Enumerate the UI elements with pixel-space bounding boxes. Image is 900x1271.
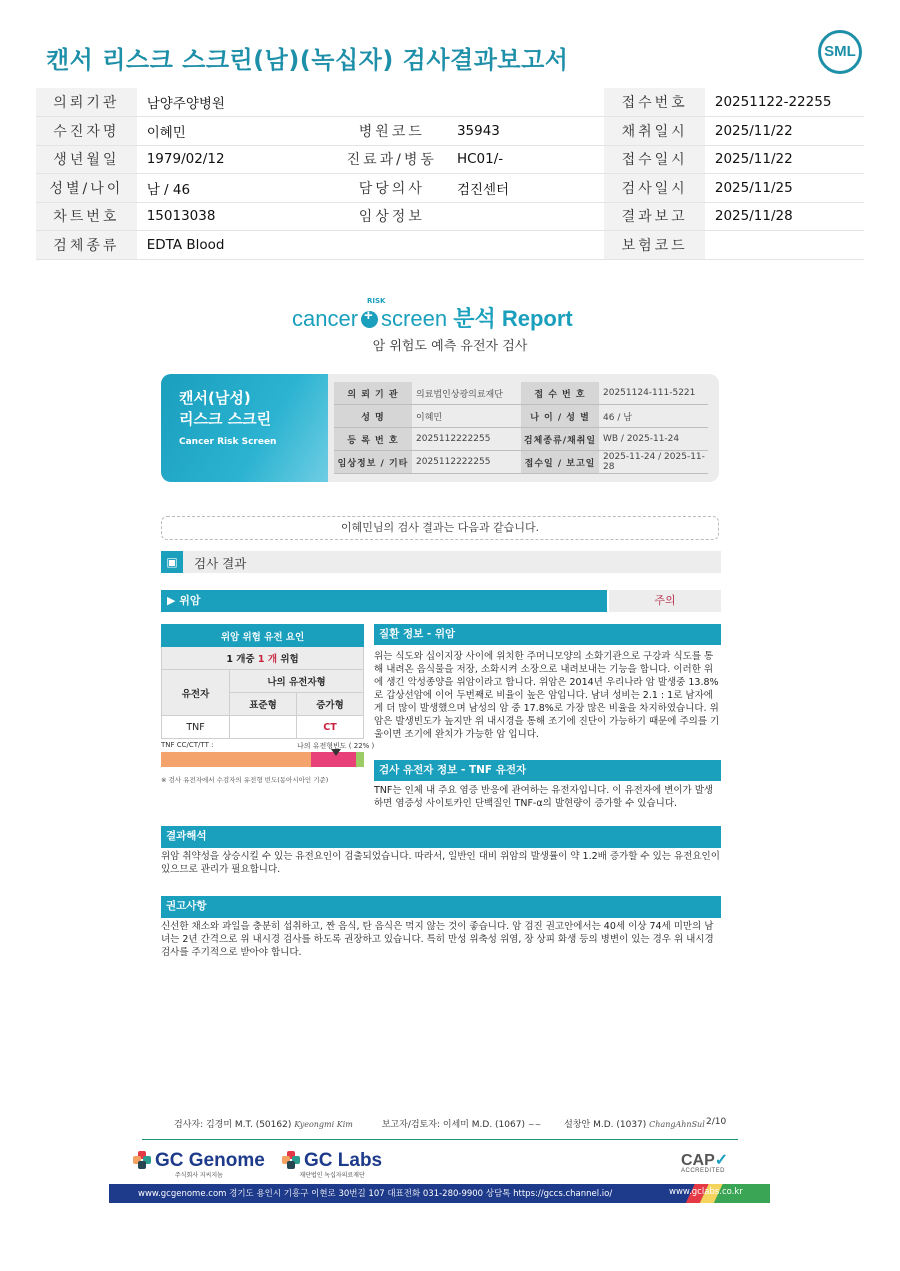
patient-info-table xyxy=(36,88,864,260)
cancer-screen-logo: cancer+ screen 분석 Report xyxy=(292,302,573,333)
interpretation-panel xyxy=(161,826,721,876)
increased-value: CT xyxy=(297,716,364,739)
info-label: 임상정보 xyxy=(337,202,447,231)
interpretation-title: 결과해석 xyxy=(161,826,721,848)
plus-icon xyxy=(361,311,378,328)
freq-my-label: 나의 유전형빈도 ( 22% ) xyxy=(297,742,375,750)
disease-info-title: 질환 정보 - 위암 xyxy=(374,624,721,645)
info-value: 1979/02/12 xyxy=(137,145,337,174)
freq-segment xyxy=(356,752,364,767)
card-row xyxy=(334,428,708,451)
freq-note: ※ 검사 유전자에서 수검자의 유전형 빈도(동아시아인 기준) xyxy=(161,776,329,784)
interpretation-text: 위암 취약성을 상승시킬 수 있는 유전요인이 검출되었습니다. 따라서, 일반인 대비 위암의 발생률이 약 1.2배 증가할 수 있는 유전요인이 있으므로 관리가 필요합니다. xyxy=(161,851,720,875)
col-increased: 증가형 xyxy=(297,693,364,716)
card-value: 2025112222255 xyxy=(416,434,491,444)
card-row xyxy=(334,405,708,428)
disease-info-panel xyxy=(374,624,721,741)
freq-segment xyxy=(161,752,311,767)
gene-count: 1 개중 1 개 위험 xyxy=(162,647,364,670)
info-label: 의뢰기관 xyxy=(36,88,137,117)
info-row xyxy=(36,117,864,146)
report-title: 캔서 리스크 스크린(남)(녹십자) 검사결과보고서 xyxy=(46,46,569,74)
info-label: 결과보고 xyxy=(604,202,704,231)
gc-genome-logo: GC Genome 주식회사 지씨지놈 xyxy=(133,1150,265,1179)
my-genotype-marker xyxy=(331,749,341,756)
info-label: 검사일시 xyxy=(604,174,704,203)
info-value: 2025/11/28 xyxy=(705,202,864,231)
info-value: 이혜민 xyxy=(137,117,337,146)
info-label xyxy=(337,88,447,117)
reporter-signature: ~~ xyxy=(527,1120,542,1129)
brand-subtitle: 암 위험도 예측 유전자 검사 xyxy=(372,339,528,354)
info-value: 2025/11/22 xyxy=(705,145,864,174)
recommendation-text: 신선한 채소와 과일을 충분히 섭취하고, 짠 음식, 탄 음식은 먹지 않는 것이 좋습니다. 암 검진 권고안에서는 40세 이상 74세 미만의 남녀는 2년 간격으로 위 내시경 검사를 하도록 권장하고 있습니다. 특히 만성 위축성 위염, 장 상피 화생 등의 병변이 있는 경우 위 내시경 검사를 주기적으로 받아야 합니다. xyxy=(161,921,714,958)
info-label: 담당의사 xyxy=(337,174,447,203)
status-badge: 주의 xyxy=(609,590,721,612)
gene-info-title: 검사 유전자 정보 - TNF 유전자 xyxy=(374,760,721,781)
info-row xyxy=(36,174,864,203)
card-label: 등 록 번 호 xyxy=(334,428,412,450)
cap-accredited-logo: CAP✓ ACCREDITED xyxy=(681,1152,729,1174)
info-row xyxy=(36,231,864,260)
card-row xyxy=(334,382,708,405)
col-gene: 유전자 xyxy=(162,670,230,716)
card-value: 20251124-111-5221 xyxy=(603,388,696,398)
recommendation-title: 권고사항 xyxy=(161,896,721,918)
card-value: 2025-11-24 / 2025-11-28 xyxy=(603,452,705,472)
info-value: HC01/- xyxy=(447,145,605,174)
check-icon: ✓ xyxy=(714,1152,729,1169)
freq-left-label: TNF CC/CT/TT : xyxy=(161,741,214,749)
info-value: 남양주양병원 xyxy=(137,88,337,117)
greeting: 이혜민님의 검사 결과는 다음과 같습니다. xyxy=(161,516,719,540)
card-label: 접 수 번 호 xyxy=(521,382,599,404)
gene-table-header: 위암 위험 유전 요인 xyxy=(162,625,364,647)
info-value xyxy=(705,231,864,260)
card-row xyxy=(334,451,708,474)
card-label: 접수일 / 보고일 xyxy=(521,451,599,473)
info-value: 검진센터 xyxy=(447,174,605,203)
info-value xyxy=(447,231,605,260)
card-value: 2025112222255 xyxy=(416,457,491,467)
info-value: 20251122-22255 xyxy=(705,88,864,117)
col-my-genotype: 나의 유전자형 xyxy=(230,670,364,693)
col-standard: 표준형 xyxy=(230,693,297,716)
info-value xyxy=(447,88,605,117)
gclabs-url: www.gclabs.co.kr xyxy=(669,1187,743,1197)
card-value: WB / 2025-11-24 xyxy=(603,434,680,444)
info-label: 검체종류 xyxy=(36,231,137,260)
card-value: 이혜민 xyxy=(416,412,443,423)
card-label: 임상정보 / 기타 xyxy=(334,451,412,473)
card-value: 46 / 남 xyxy=(603,412,632,423)
info-value: 35943 xyxy=(447,117,605,146)
section-title: 검사 결과 xyxy=(194,556,247,571)
risk-label: RISK xyxy=(367,297,386,305)
card-info-grid xyxy=(334,382,708,474)
info-label xyxy=(337,231,447,260)
result-folder-icon: ▣ xyxy=(161,551,183,573)
sml-logo: SML xyxy=(818,30,862,74)
info-label: 보험코드 xyxy=(604,231,704,260)
info-row xyxy=(36,145,864,174)
card-title-line1: 캔서(남성) xyxy=(179,389,251,407)
signature-line xyxy=(174,1117,713,1130)
page-number: 2/10 xyxy=(706,1117,727,1127)
gene-info-text: TNF는 인체 내 주요 염증 반응에 관여하는 유전자입니다. 이 유전자에 변이가 발생하면 염증성 사이토카인 단백질인 TNF-α의 발현량이 증가할 수 있습니다. xyxy=(374,785,714,809)
info-value: EDTA Blood xyxy=(137,231,337,260)
gc-labs-logo: GC Labs 재단법인 녹십자의료재단 xyxy=(282,1150,382,1179)
cancer-type-bar: ▶ 위암 xyxy=(161,590,607,612)
card-value: 의료법인상광의료재단 xyxy=(416,389,503,400)
info-value xyxy=(447,202,605,231)
info-value: 2025/11/22 xyxy=(705,117,864,146)
disease-info-text: 위는 식도와 십이지장 사이에 위치한 주머니모양의 소화기관으로 구강과 식도를 통해 내려온 음식물을 저장, 소화시켜 소장으로 내려보내는 기능을 합니다. 이러한 위에 생긴 악성종양을 위암이라고 합니다. 위암은 2014년 우리나라 암 발생중 13.8%로 갑상선암에 이어 두번째로 비율이 높은 암입니다. 남녀 성비는 2.1 : 1로 남자에게 더 많이 발생했으며 남성의 암 중 17.8%로 가장 많은 비율을 차지하였습니다. 위암은 발생빈도가 높지만 위 내시경을 통해 조기에 진단이 가능하기 때문에 주의를 기울이면 조기에 완치가 가능한 암 입니다. xyxy=(374,651,720,740)
card-title-block xyxy=(161,374,328,482)
gene-risk-table xyxy=(161,624,364,739)
tester-signature: Kyeongmi Kim xyxy=(294,1120,353,1129)
test-info-card xyxy=(161,374,719,482)
card-title-en: Cancer Risk Screen xyxy=(179,437,277,447)
info-label: 접수번호 xyxy=(604,88,704,117)
card-title-line2: 리스크 스크린 xyxy=(179,410,272,428)
gene-name: TNF xyxy=(162,716,230,739)
card-label: 의 뢰 기 관 xyxy=(334,382,412,404)
reviewer: 설창안 M.D. (1037) xyxy=(564,1120,647,1130)
card-label: 검체종류/채취일 xyxy=(521,428,599,450)
card-label: 성 명 xyxy=(334,405,412,427)
info-label: 진료과/병동 xyxy=(337,145,447,174)
info-row xyxy=(36,202,864,231)
recommendation-panel xyxy=(161,896,721,959)
info-label: 수진자명 xyxy=(36,117,137,146)
info-label: 채취일시 xyxy=(604,117,704,146)
info-label: 생년월일 xyxy=(36,145,137,174)
reporter: 보고자/검토자: 이세미 M.D. (1067) xyxy=(381,1120,525,1130)
info-label: 차트번호 xyxy=(36,202,137,231)
info-label: 성별/나이 xyxy=(36,174,137,203)
info-label: 병원코드 xyxy=(337,117,447,146)
info-value: 15013038 xyxy=(137,202,337,231)
info-label: 접수일시 xyxy=(604,145,704,174)
footer-bar xyxy=(109,1184,770,1203)
standard-value xyxy=(230,716,297,739)
footer-contact: www.gcgenome.com 경기도 용인시 기흥구 이현로 30번길 107 대표전화 031-280-9900 상담톡 https://gccs.channel.io/ xyxy=(138,1189,613,1199)
tester: 검사자: 김경미 M.T. (50162) xyxy=(174,1120,292,1130)
gc-cross-icon xyxy=(133,1151,151,1169)
gc-cross-icon xyxy=(282,1151,300,1169)
info-value: 2025/11/25 xyxy=(705,174,864,203)
info-value: 남 / 46 xyxy=(137,174,337,203)
footer-divider xyxy=(142,1139,738,1140)
gene-info-panel xyxy=(374,760,721,810)
reviewer-signature: ChangAhnSul xyxy=(649,1120,705,1129)
info-row xyxy=(36,88,864,117)
card-label: 나 이 / 성 별 xyxy=(521,405,599,427)
